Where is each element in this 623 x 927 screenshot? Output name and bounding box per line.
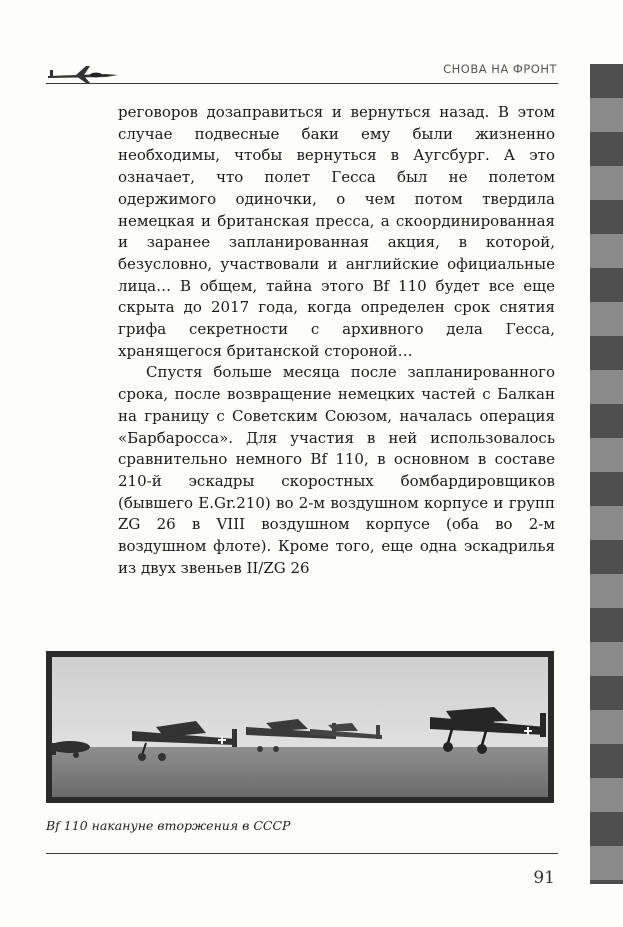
header-rule — [46, 83, 558, 84]
photo-caption: Bf 110 накануне вторжения в СССР — [46, 818, 291, 833]
body-text — [118, 102, 555, 579]
page-number: 91 — [533, 868, 555, 888]
thumb-index-strip — [590, 64, 623, 884]
photo-aircraft-lineup — [46, 651, 554, 803]
running-head: СНОВА НА ФРОНТ — [443, 62, 557, 76]
aircraft-icon — [46, 62, 120, 84]
paragraph: Спустя больше месяца после запланированного срока, после возвращение немецких частей с Балкан на границу с Советским Союзом, началась операция «Барбаросса». Для участия в ней использовалось сравнительно немного Bf 110, в основном в составе 210-й эскадры скоростных бомбардировщиков (бывшего E.Gr.210) во 2-м воздушном корпусе и групп ZG 26 в VIII воздушном корпусе (оба во 2-м воздушном флоте). Кроме того, еще одна эскадрилья из двух звеньев II/ZG 26 — [118, 363, 555, 577]
paragraph: реговоров дозаправиться и вернуться назад. В этом случае подвесные баки ему были жизненно необходимы, чтобы вернуться в Аугсбург. А это означает, что полет Гесса был не полетом одержимого одиночки, о чем потом твердила немецкая и британская пресса, а скоординированная и заранее запланированная акция, в которой, безусловно, участвовали и английские официальные лица… В общем, тайна этого Bf 110 будет все еще скрыта до 2017 года, когда определен срок снятия грифа секретности с архивного дела Гесса, хранящегося британской стороной… — [118, 103, 555, 360]
footer-rule — [46, 853, 558, 854]
